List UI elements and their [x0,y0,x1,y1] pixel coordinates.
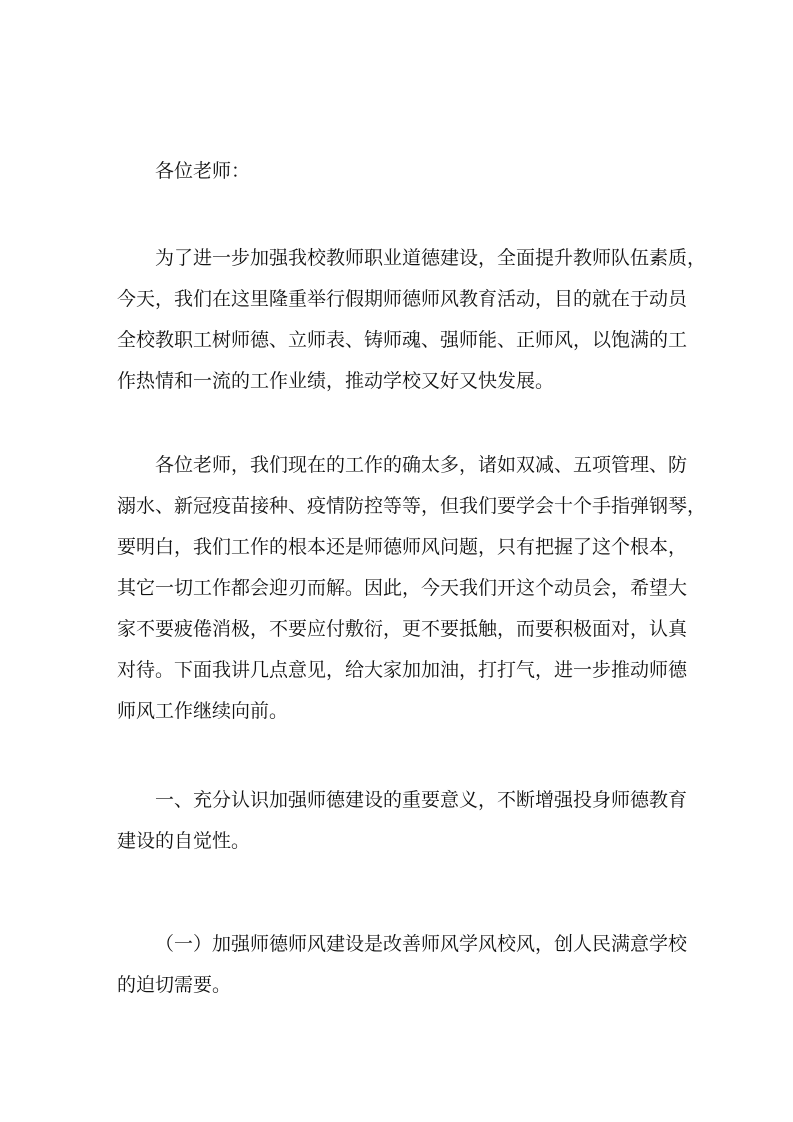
text-line: 一、充分认识加强师德建设的重要意义，不断增强投身师德教育 [155,789,688,811]
text-line: 对待。下面我讲几点意见，给大家加加油，打打气，进一步推动师德 [117,659,688,681]
text-line: 为了进一步加强我校教师职业道德建设，全面提升教师队伍素质， [155,247,707,269]
text-line: 溺水、新冠疫苗接种、疫情防控等等，但我们要学会十个手指弹钢琴， [117,495,707,517]
text-line: 家不要疲倦消极，不要应付敷衍，更不要抵触，而要积极面对，认真 [117,618,688,640]
text-line: 各位老师，我们现在的工作的确太多，诸如双减、五项管理、防 [155,454,688,476]
text-line: 全校教职工树师德、立师表、铸师魂、强师能、正师风，以饱满的工 [117,329,688,351]
text-line: 要明白，我们工作的根本还是师德师风问题，只有把握了这个根本， [117,536,688,558]
text-line: 的迫切需要。 [117,974,232,996]
text-line: （一）加强师德师风建设是改善师风学风校风，创人民满意学校 [155,933,688,955]
greeting: 各位老师： [155,160,251,182]
text-line: 今天，我们在这里隆重举行假期师德师风教育活动，目的就在于动员 [117,288,688,310]
text-line: 建设的自觉性。 [117,830,251,852]
text-line: 作热情和一流的工作业绩，推动学校又好又快发展。 [117,370,555,392]
text-line: 其它一切工作都会迎刃而解。因此，今天我们开这个动员会，希望大 [117,577,688,599]
text-line: 师风工作继续向前。 [117,700,289,722]
